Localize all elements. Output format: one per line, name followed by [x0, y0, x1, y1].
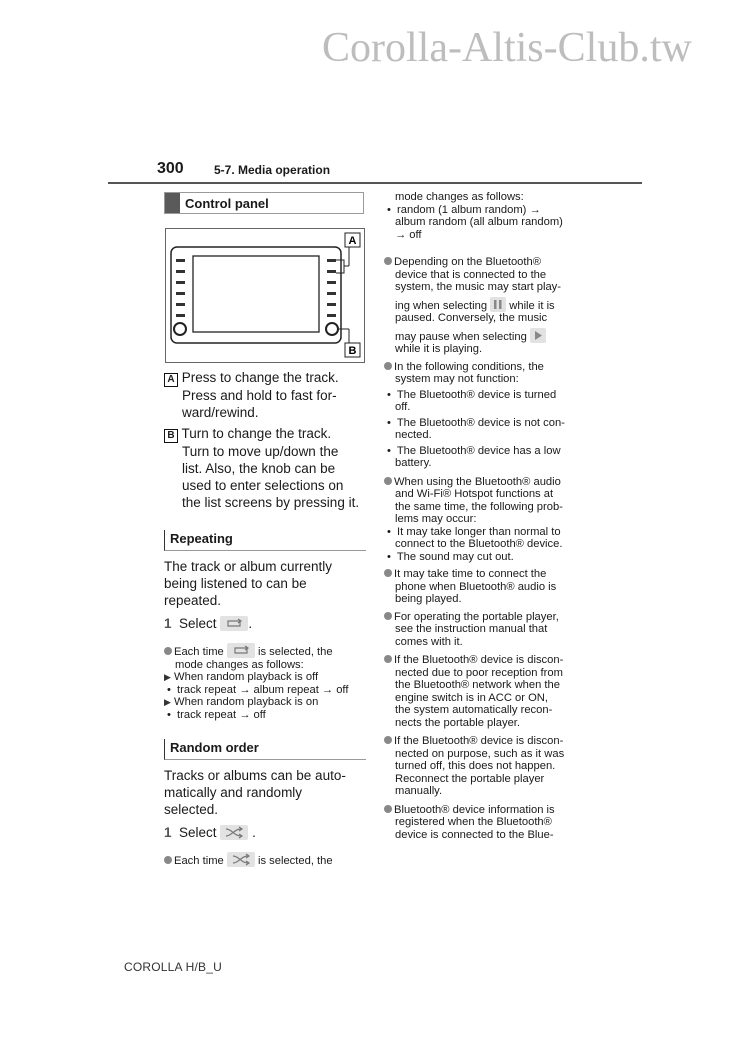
random-heading: Random order — [164, 739, 366, 760]
section-title: 5-7. Media operation — [214, 163, 331, 177]
callout-a-desc: A Press to change the track. Press and hold to fast for- ward/rewind. — [164, 369, 339, 421]
pause-icon — [490, 297, 506, 312]
header-rule — [108, 182, 642, 184]
random-intro: Tracks or albums can be auto- matically and randomly selected. — [164, 768, 346, 817]
key-a: A — [164, 373, 178, 387]
right-column: mode changes as follows: • random (1 album random) → album random (all album random) → off Depending on the Bluetooth® device that is connected to the system, the music may start play- ing when selecting while it is paused. Conversely, the music may pause when selecting while it is playing. In the following conditions, the system may not function: • The Bluetooth® device is turned off. • The Bluetooth® device is not con- nected. • The Bluetooth® device has a low battery. When using the Bluetooth® audio and Wi-Fi® Hotspot functions at the same time, the following prob- lems may occur: • It may take longer than normal to connect to the Bluetooth® device. • The sound may cut out. It may take time to connect the phone when Bluetooth® audio is being played. For operating the portable player, see the instruction manual that comes with it. If the Bluetooth® device is discon- nected due to poor reception from the Bluetooth® network when the engine switch is in ACC or ON, the system automatically recon- nects the portable player. If the Bluetooth® device is discon- nected on purpose, such as it was turned off, this does not happen. Reconnect the portable player manually. Bluetooth® device information is registered when the Bluetooth® device is connected to the Blue- — [384, 191, 614, 841]
footer-model: COROLLA H/B_U — [124, 960, 222, 974]
random-note: Each time is selected, the — [164, 852, 333, 868]
shuffle-icon-inline — [227, 852, 255, 867]
callout-b-desc: B Turn to change the track. Turn to move up/down the list. Also, the knob can be used to enter selections on the list screens by pressing it. — [164, 425, 359, 511]
shuffle-icon[interactable] — [220, 825, 248, 840]
repeat-icon-inline — [227, 643, 255, 658]
callout-b: B — [348, 345, 357, 357]
random-step: 1 Select . — [164, 825, 256, 840]
repeating-heading: Repeating — [164, 530, 366, 551]
repeating-note: Each time is selected, the mode changes as follows: ▶ When random playback is off • track repeat → album repeat → off ▶ When random playback is on • track repeat → off — [164, 643, 348, 721]
repeating-step: 1 Select . — [164, 616, 253, 631]
play-icon — [530, 328, 546, 343]
control-panel-illustration — [165, 228, 365, 363]
repeat-icon[interactable] — [220, 616, 248, 631]
repeating-intro: The track or album currently being listened to can be repeated. — [164, 559, 333, 608]
key-b: B — [164, 429, 178, 443]
control-panel-heading: Control panel — [164, 192, 364, 214]
watermark: Corolla-Altis-Club.tw — [322, 25, 692, 71]
page-number: 300 — [157, 160, 184, 177]
callout-a: A — [348, 235, 357, 247]
